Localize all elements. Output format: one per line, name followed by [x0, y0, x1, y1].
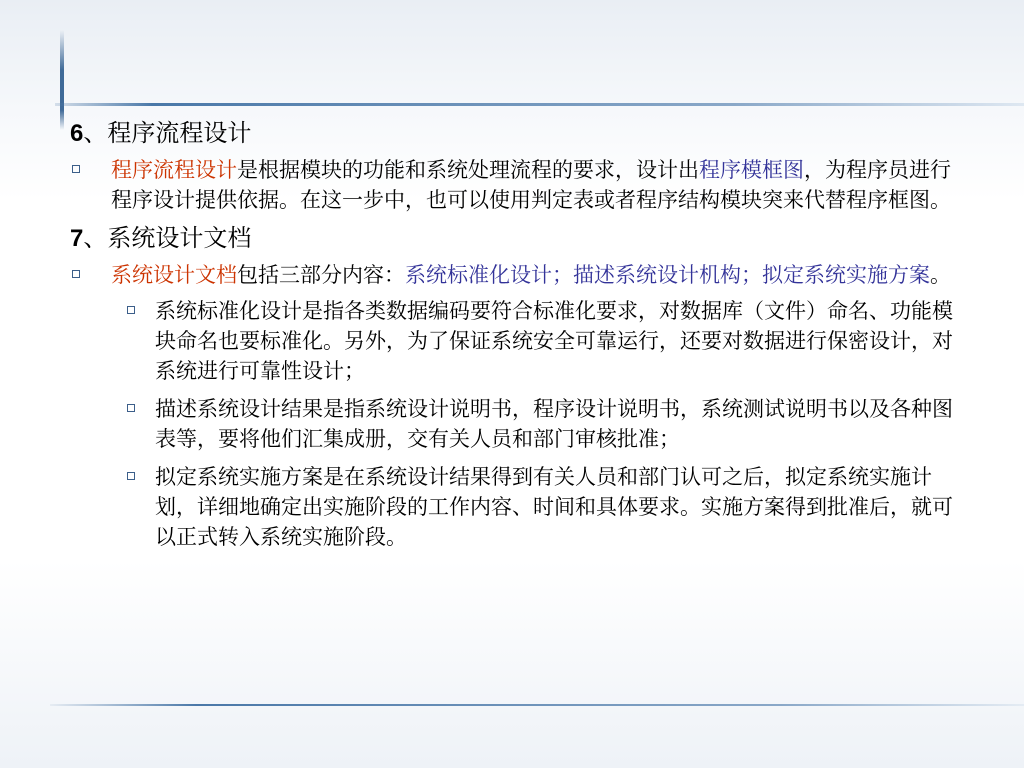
square-bullet-icon — [127, 404, 135, 412]
sub-item-text: 系统标准化设计是指各类数据编码要符合标准化要求，对数据库（文件）命名、功能模块命名也要标准化。另外，为了保证系统安全可靠运行，还要对数据进行保密设计，对系统进行可靠性设计； — [155, 299, 953, 383]
section-7-text1: 包括三部分内容： — [237, 263, 405, 287]
section-7-title: 、系统设计文档 — [83, 224, 252, 252]
sub-item — [70, 462, 967, 552]
square-bullet-icon — [127, 472, 135, 480]
section-7-heading — [70, 221, 970, 256]
section-6-text2: ，为程序员进行程序设计提供依据。在这一步中，也可以使用判定表或者程序结构模块突来代替程序框图。 — [111, 158, 951, 212]
sub-item-text: 描述系统设计结果是指系统设计说明书，程序设计说明书，系统测试说明书以及各种图表等，要将他们汇集成册，交有关人员和部门审核批准； — [155, 397, 953, 451]
square-bullet-icon — [72, 270, 80, 278]
section-6-term2: 程序模框图 — [699, 158, 804, 182]
section-6-text1: 是根据模块的功能和系统处理流程的要求，设计出 — [237, 158, 699, 182]
section-7-end: 。 — [930, 263, 951, 287]
decorative-bottom-line — [50, 704, 1024, 706]
square-bullet-icon — [72, 165, 80, 173]
square-bullet-icon — [127, 306, 135, 314]
slide-content — [70, 116, 970, 560]
section-7-parts: 系统标准化设计；描述系统设计机构；拟定系统实施方案 — [405, 263, 930, 287]
sub-item-text: 拟定系统实施方案是在系统设计结果得到有关人员和部门认可之后，拟定系统实施计划，详细地确定出实施阶段的工作内容、时间和具体要求。实施方案得到批准后，就可以正式转入系统实施阶段。 — [155, 465, 953, 549]
decorative-top-line — [55, 103, 1024, 106]
section-7-bullet — [70, 260, 971, 290]
section-6-term: 程序流程设计 — [111, 158, 237, 182]
section-7-term: 系统设计文档 — [111, 263, 237, 287]
sub-item — [70, 296, 967, 386]
section-6-number: 6 — [70, 120, 84, 147]
section-6-bullet — [70, 155, 971, 215]
section-6-title: 、程序流程设计 — [83, 119, 252, 147]
sub-item — [70, 394, 967, 454]
section-6-heading — [70, 116, 970, 151]
decorative-vertical-line — [60, 30, 64, 130]
section-7-number: 7 — [70, 225, 84, 252]
